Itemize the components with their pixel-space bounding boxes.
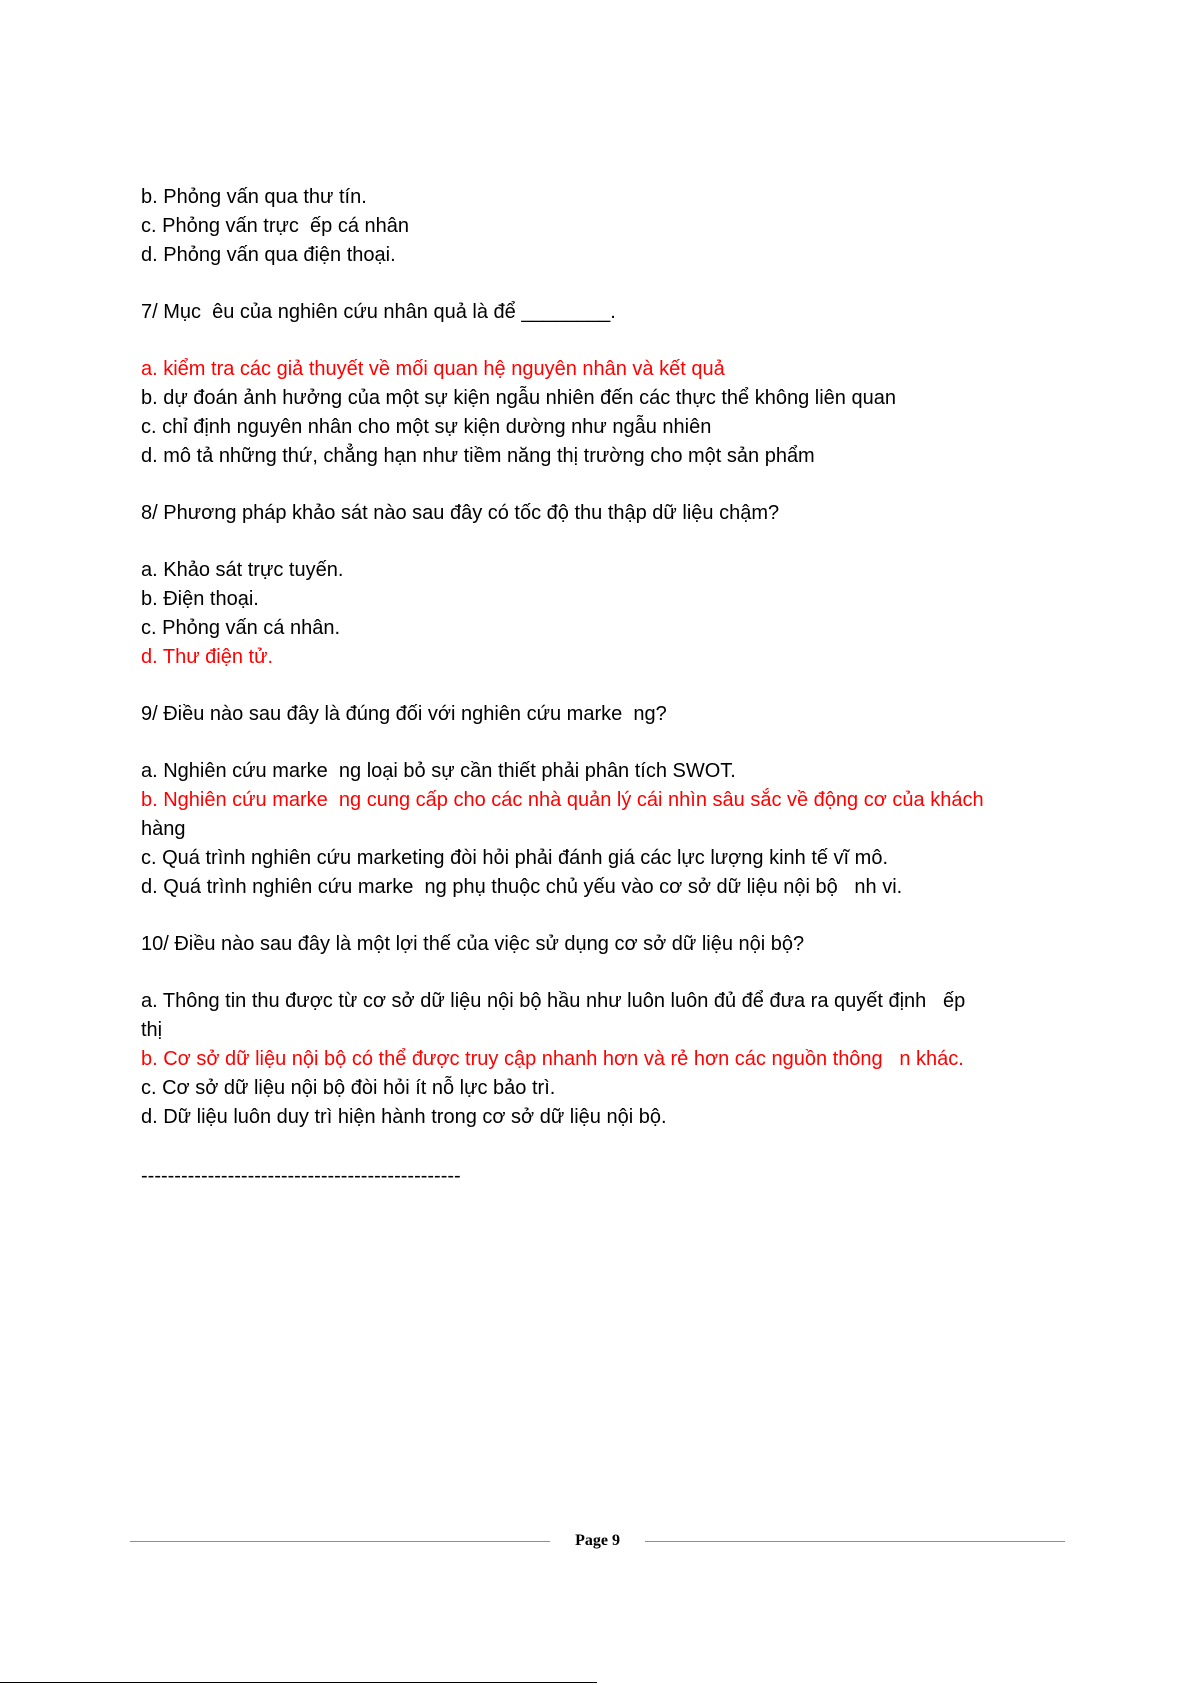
question-7-option-b: b. dự đoán ảnh hưởng của một sự kiện ngẫu nhiên đến các thực thể không liên quan xyxy=(141,387,896,409)
question-9-option-d: d. Quá trình nghiên cứu marke ng phụ thuộc chủ yếu vào cơ sở dữ liệu nội bộ nh vi. xyxy=(141,876,903,898)
question-10-option-d: d. Dữ liệu luôn duy trì hiện hành trong cơ sở dữ liệu nội bộ. xyxy=(141,1106,667,1128)
question-10-option-b-correct: b. Cơ sở dữ liệu nội bộ có thể được truy cập nhanh hơn và rẻ hơn các nguồn thông n khác. xyxy=(141,1048,964,1070)
page-bottom-border xyxy=(0,1682,597,1683)
question-7-option-d: d. mô tả những thứ, chẳng hạn như tiềm năng thị trường cho một sản phẩm xyxy=(141,445,815,467)
document-body xyxy=(141,183,1041,1191)
question-8-option-c: c. Phỏng vấn cá nhân. xyxy=(141,617,341,639)
question-8-option-b: b. Điện thoại. xyxy=(141,588,259,610)
question-8: 8/ Phương pháp khảo sát nào sau đây có tốc độ thu thập dữ liệu chậm? xyxy=(141,502,780,524)
question-7: 7/ Mục êu của nghiên cứu nhân quả là để ________. xyxy=(141,301,616,323)
page-number: Page 9 xyxy=(575,1532,620,1549)
question-7-option-a-correct: a. kiểm tra các giả thuyết về mối quan hệ nguyên nhân và kết quả xyxy=(141,358,725,380)
option-b: b. Phỏng vấn qua thư tín. xyxy=(141,186,367,208)
question-10-option-a-continuation: thị xyxy=(141,1019,163,1041)
question-8-option-d-correct: d. Thư điện tử. xyxy=(141,646,274,668)
option-d: d. Phỏng vấn qua điện thoại. xyxy=(141,244,396,266)
question-9-option-a: a. Nghiên cứu marke ng loại bỏ sự cần thiết phải phân tích SWOT. xyxy=(141,760,736,782)
page-footer xyxy=(130,1530,1065,1554)
section-separator: ------------------------------------------------ xyxy=(141,1165,461,1187)
question-10: 10/ Điều nào sau đây là một lợi thế của việc sử dụng cơ sở dữ liệu nội bộ? xyxy=(141,933,805,955)
question-10-option-c: c. Cơ sở dữ liệu nội bộ đòi hỏi ít nỗ lực bảo trì. xyxy=(141,1077,556,1099)
question-9-option-b-correct: b. Nghiên cứu marke ng cung cấp cho các nhà quản lý cái nhìn sâu sắc về động cơ của khách xyxy=(141,789,984,811)
question-9-option-c: c. Quá trình nghiên cứu marketing đòi hỏi phải đánh giá các lực lượng kinh tế vĩ mô. xyxy=(141,847,889,869)
question-10-option-a: a. Thông tin thu được từ cơ sở dữ liệu nội bộ hầu như luôn luôn đủ để đưa ra quyết định ếp xyxy=(141,990,966,1012)
question-9-option-b-continuation: hàng xyxy=(141,818,186,840)
question-8-option-a: a. Khảo sát trực tuyến. xyxy=(141,559,344,581)
question-7-option-c: c. chỉ định nguyên nhân cho một sự kiện dường như ngẫu nhiên xyxy=(141,416,712,438)
footer-rule-left xyxy=(130,1541,550,1542)
footer-rule-right xyxy=(645,1541,1065,1542)
option-c: c. Phỏng vấn trực ếp cá nhân xyxy=(141,215,409,237)
question-9: 9/ Điều nào sau đây là đúng đối với nghiên cứu marke ng? xyxy=(141,703,667,725)
